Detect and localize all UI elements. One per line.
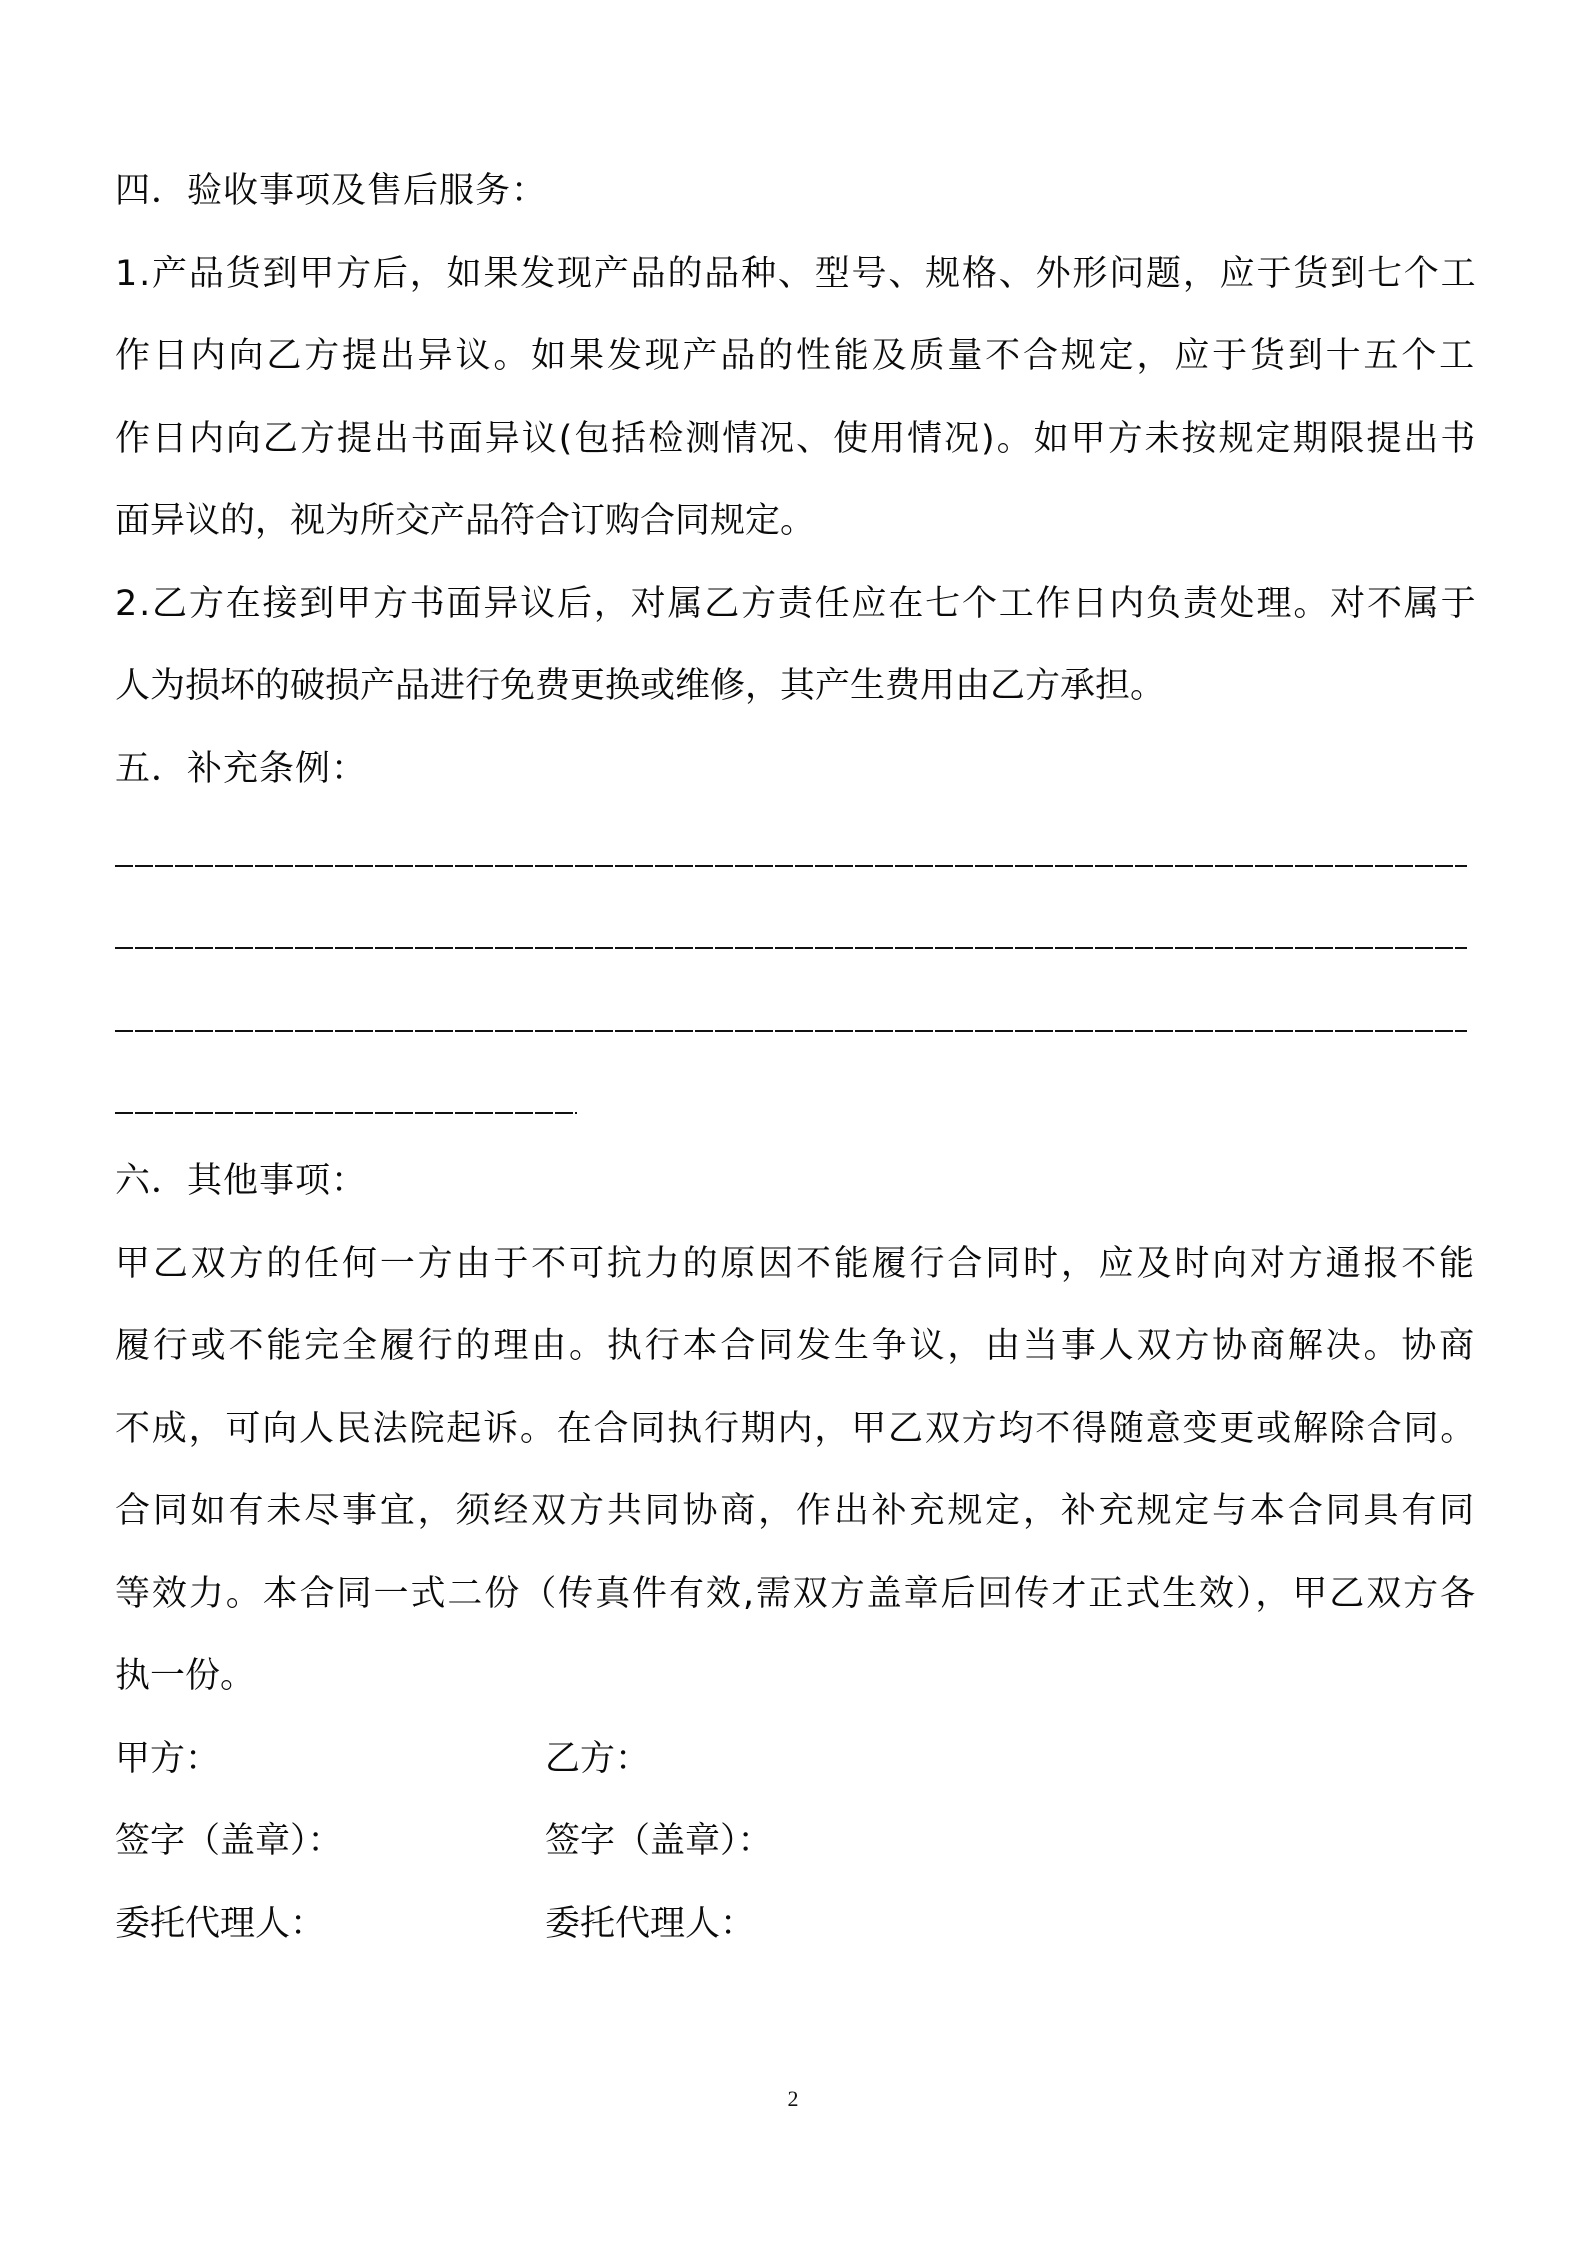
fill-in-line[interactable] [115,893,1477,976]
paragraph-line: 合同如有未尽事宜，须经双方共同协商，作出补充规定，补充规定与本合同具有同 [115,1491,1478,1531]
paragraph-line: 甲乙双方的任何一方由于不可抗力的原因不能履行合同时，应及时向对方通报不能 [115,1243,1478,1284]
page-number: 2 [787,2086,799,2111]
signature-row-party [115,1718,1477,1801]
section-4-item-1 [115,233,1477,563]
paragraph-line: 作日内向乙方提出异议。如果发现产品的性能及质量不合规定，应于货到十五个工 [115,336,1478,376]
party-a-label: 甲方： [115,1738,221,1779]
party-b-agent-label: 委托代理人： [545,1903,756,1944]
paragraph-line: 2.乙方在接到甲方书面异议后，对属乙方责任应在七个工作日内负责处理。对不属于 [115,583,1478,624]
underline-rule [115,1112,577,1114]
fill-in-line[interactable] [115,810,1477,893]
signature-row-agent [115,1883,1477,1966]
paragraph-line: 等效力。本合同一式二份（传真件有效,需双方盖章后回传才正式生效），甲乙双方各 [115,1573,1477,1614]
paragraph-line: 1.产品货到甲方后，如果发现产品的品种、型号、规格、外形问题，应于货到七个工 [115,253,1478,294]
paragraph-line: 不成，可向人民法院起诉。在合同执行期内，甲乙双方均不得随意变更或解除合同。 [115,1408,1478,1449]
fill-in-line[interactable] [115,975,1477,1058]
section-5-heading: 五．补充条例： [115,748,368,789]
paragraph-line: 履行或不能完全履行的理由。执行本合同发生争议，由当事人双方协商解决。协商 [115,1326,1478,1366]
section-6-paragraph [115,1223,1477,1718]
paragraph-line: 执一份。 [115,1656,256,1696]
underline-rule [115,1030,1467,1032]
party-a-sign-label: 签字（盖章）： [115,1821,343,1861]
party-a-agent-label: 委托代理人： [115,1903,326,1944]
underline-rule [115,865,1467,867]
section-4-heading: 四．验收事项及售后服务： [115,171,548,211]
section-6-heading: 六．其他事项： [115,1161,368,1201]
fill-in-line[interactable] [115,1058,1477,1141]
section-4-item-2 [115,563,1477,728]
paragraph-line: 人为损坏的破损产品进行免费更换或维修，其产生费用由乙方承担。 [115,666,1166,706]
paragraph-line: 面异议的，视为所交产品符合订购合同规定。 [115,501,816,541]
party-b-sign-label: 签字（盖章）： [545,1821,773,1861]
signature-row-seal [115,1800,1477,1883]
paragraph-line: 作日内向乙方提出书面异议(包括检测情况、使用情况)。如甲方未按规定期限提出书 [115,418,1478,459]
document-content [115,150,1477,1965]
underline-rule [115,947,1467,949]
party-b-label: 乙方： [545,1738,651,1779]
